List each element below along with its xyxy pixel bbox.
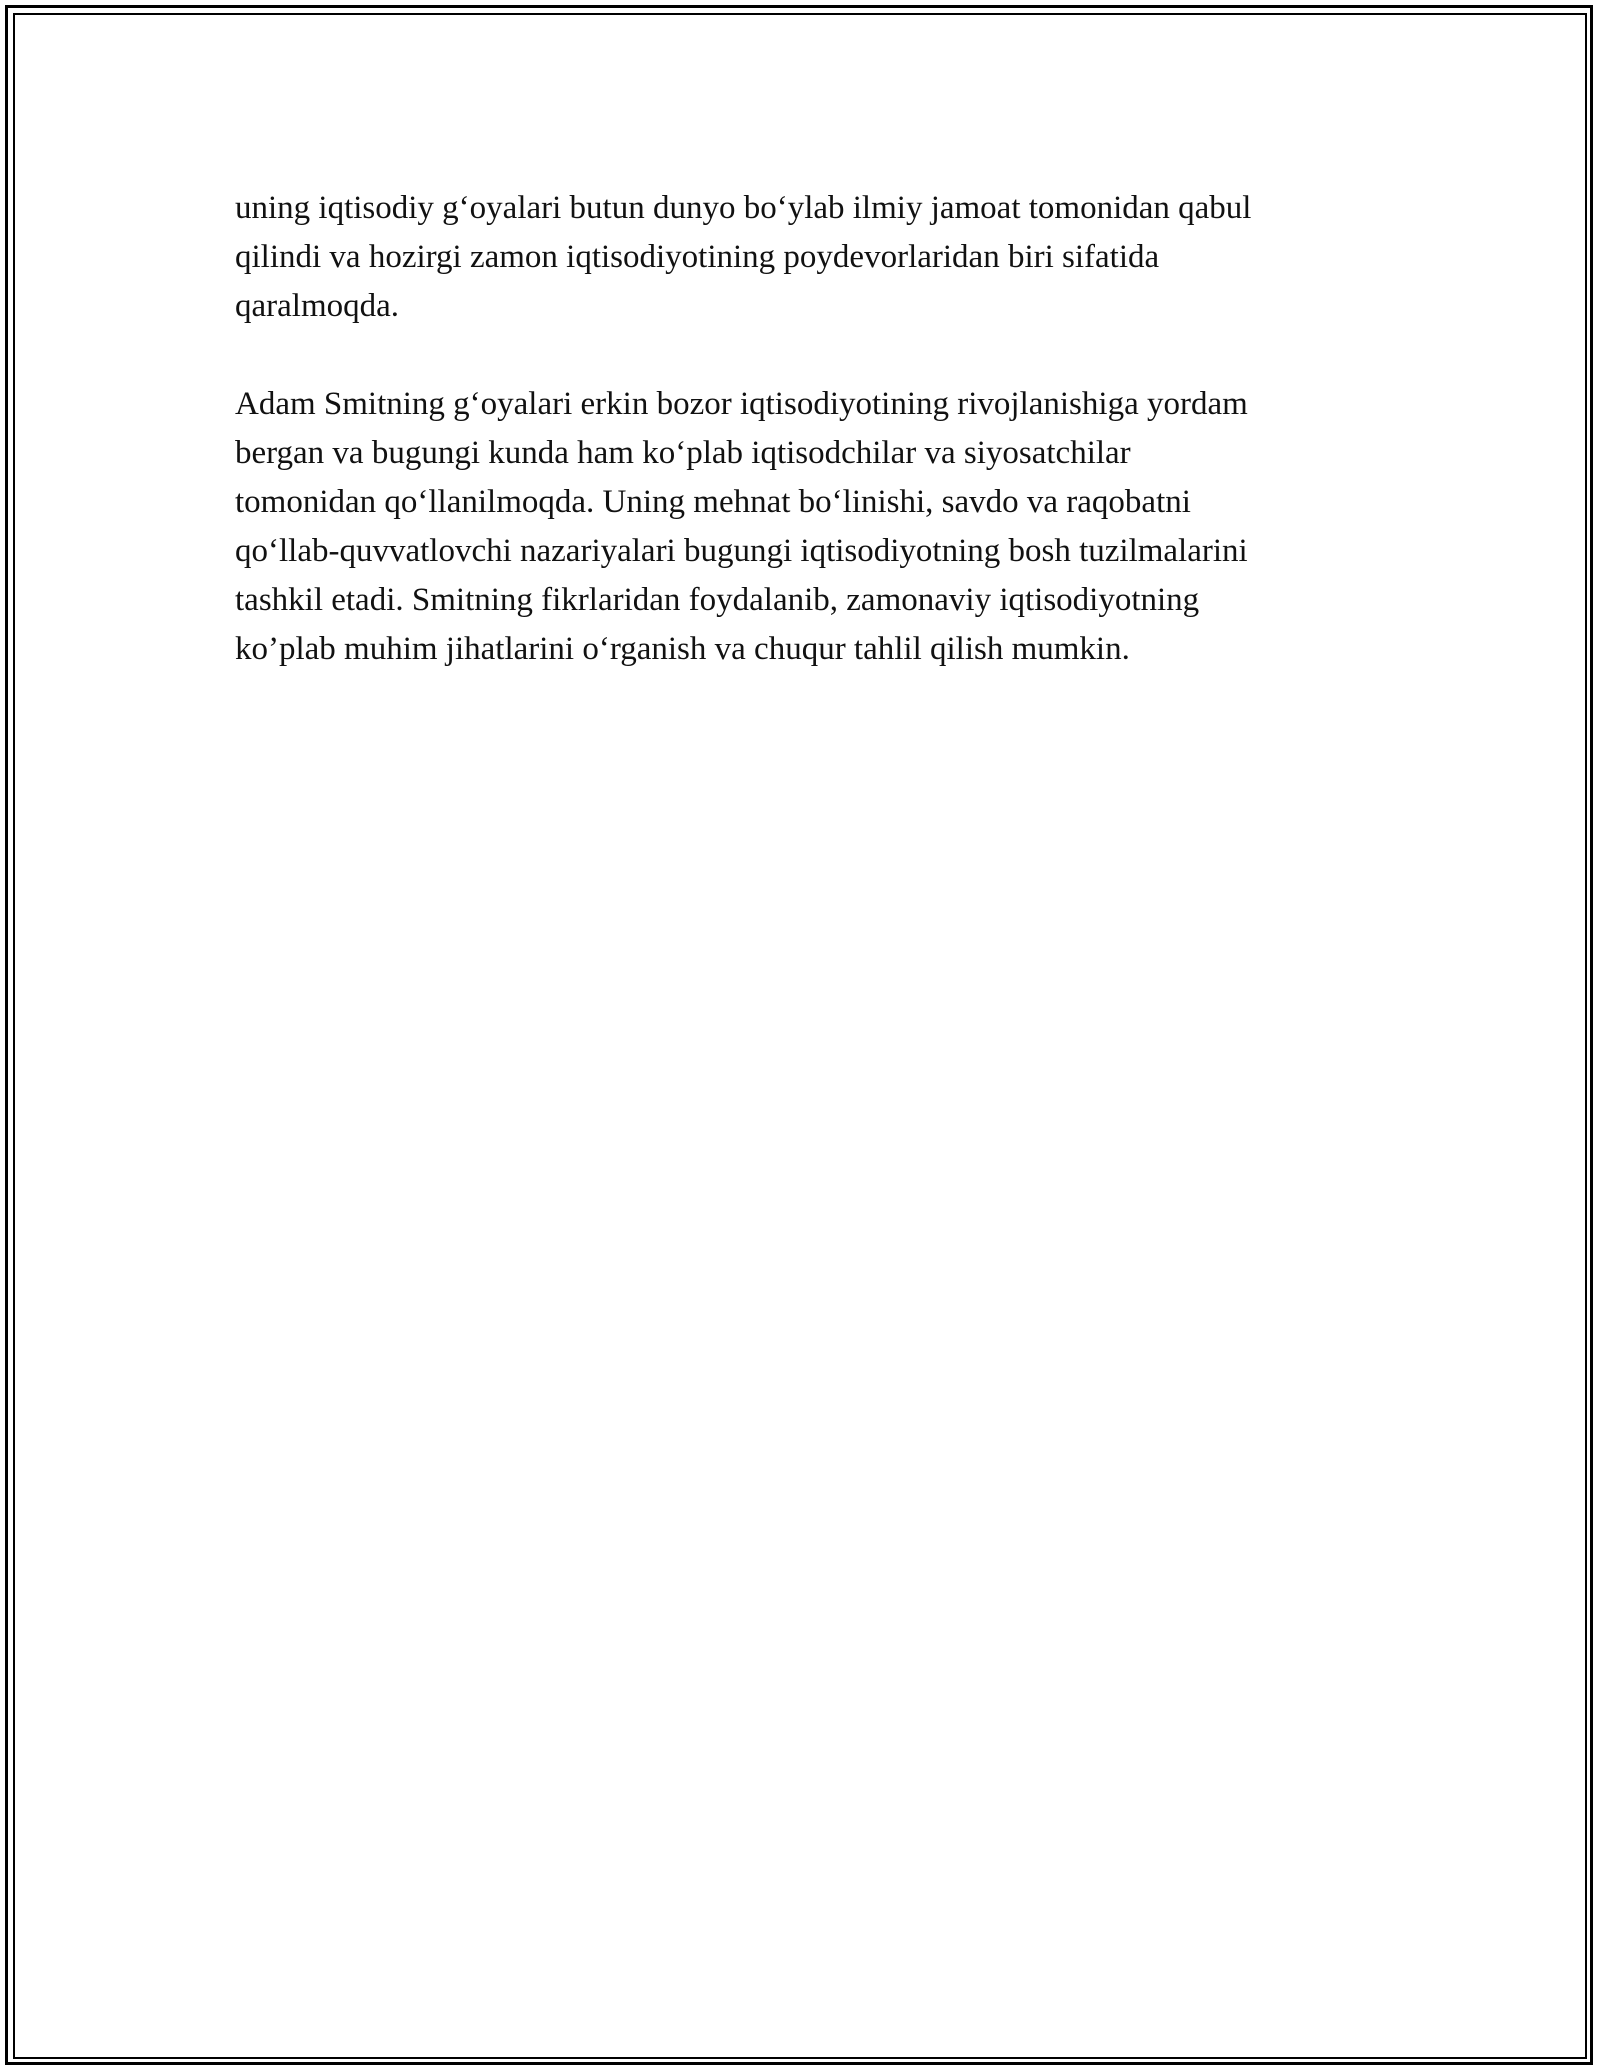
paragraph-line: tashkil etadi. Smitning fikrlaridan foydalanib, zamonaviy iqtisodiyotning xyxy=(235,582,1200,618)
paragraph-line: qilindi va hozirgi zamon iqtisodiyotining poydevorlaridan biri sifatida xyxy=(235,239,1160,275)
paragraph-line: tomonidan qo‘llanilmoqda. Uning mehnat bo‘linishi, savdo va raqobatni xyxy=(235,484,1191,520)
paragraph-line: uning iqtisodiy g‘oyalari butun dunyo bo‘ylab ilmiy jamoat tomonidan qabul xyxy=(235,190,1252,226)
paragraph-2 xyxy=(235,380,1375,674)
paragraph-line: qo‘llab-quvvatlovchi nazariyalari bugungi iqtisodiyotning bosh tuzilmalarini xyxy=(235,533,1248,569)
paragraph-1 xyxy=(235,184,1375,331)
paragraph-line: ko’plab muhim jihatlarini o‘rganish va chuqur tahlil qilish mumkin. xyxy=(235,631,1130,667)
document-body xyxy=(235,184,1375,723)
paragraph-line: qaralmoqda. xyxy=(235,288,400,324)
paragraph-line: Adam Smitning g‘oyalari erkin bozor iqtisodiyotining rivojlanishiga yordam xyxy=(235,386,1248,422)
paragraph-line: bergan va bugungi kunda ham ko‘plab iqtisodchilar va siyosatchilar xyxy=(235,435,1131,471)
